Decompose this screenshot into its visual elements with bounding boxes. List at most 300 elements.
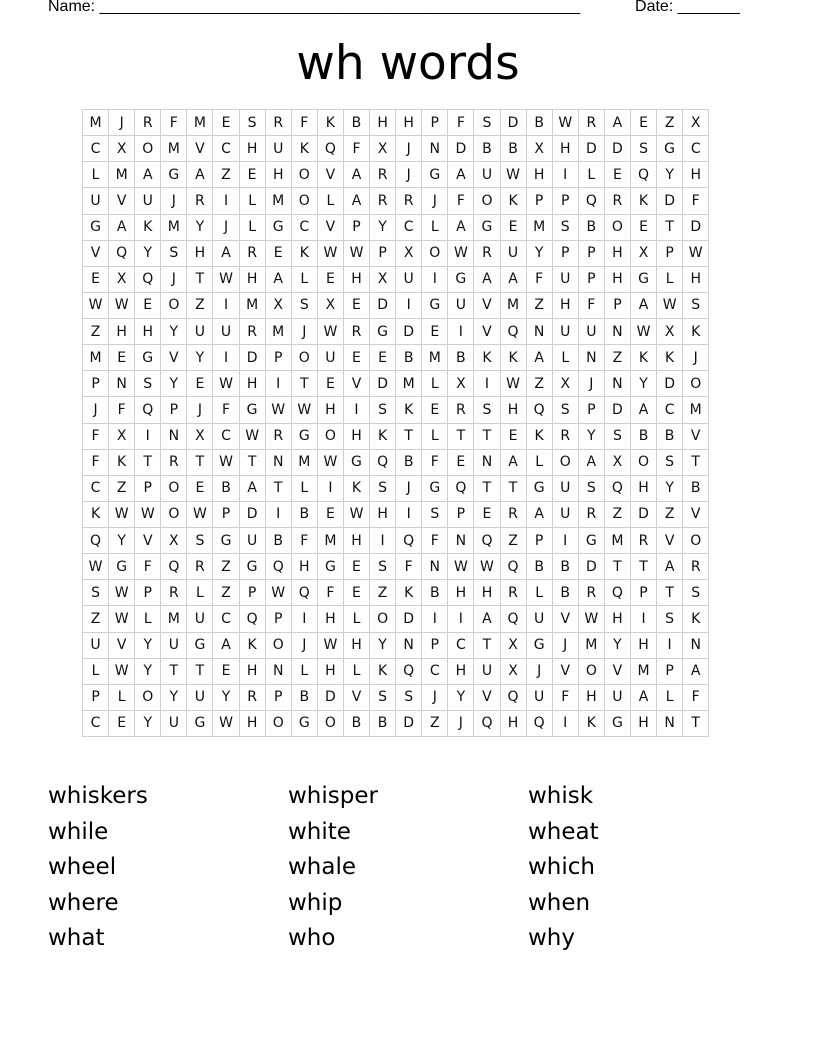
grid-cell[interactable]: R <box>266 110 292 136</box>
grid-cell[interactable]: V <box>109 188 135 214</box>
grid-cell[interactable]: P <box>213 502 239 528</box>
grid-cell[interactable]: K <box>318 110 344 136</box>
grid-cell[interactable]: A <box>605 110 631 136</box>
grid-cell[interactable]: T <box>501 476 527 502</box>
grid-cell[interactable]: H <box>501 397 527 423</box>
grid-cell[interactable]: F <box>83 450 109 476</box>
grid-cell[interactable]: D <box>240 502 266 528</box>
grid-cell[interactable]: V <box>474 319 500 345</box>
grid-cell[interactable]: P <box>422 633 448 659</box>
grid-cell[interactable]: R <box>631 528 657 554</box>
grid-cell[interactable]: X <box>109 424 135 450</box>
grid-cell[interactable]: Z <box>657 110 683 136</box>
grid-cell[interactable]: U <box>527 606 553 632</box>
grid-cell[interactable]: E <box>344 293 370 319</box>
grid-cell[interactable]: P <box>448 502 474 528</box>
grid-cell[interactable]: K <box>579 711 605 737</box>
grid-cell[interactable]: N <box>605 371 631 397</box>
grid-cell[interactable]: L <box>579 162 605 188</box>
grid-cell[interactable]: U <box>187 606 213 632</box>
grid-cell[interactable]: H <box>318 659 344 685</box>
grid-cell[interactable]: L <box>344 659 370 685</box>
grid-cell[interactable]: O <box>161 502 187 528</box>
grid-cell[interactable]: J <box>213 215 239 241</box>
grid-cell[interactable]: G <box>240 554 266 580</box>
grid-cell[interactable]: R <box>266 424 292 450</box>
grid-cell[interactable]: R <box>396 188 422 214</box>
grid-cell[interactable]: X <box>553 371 579 397</box>
grid-cell[interactable]: Z <box>527 293 553 319</box>
grid-cell[interactable]: Q <box>501 606 527 632</box>
grid-cell[interactable]: E <box>501 215 527 241</box>
grid-cell[interactable]: K <box>631 345 657 371</box>
grid-cell[interactable]: U <box>527 685 553 711</box>
grid-cell[interactable]: Q <box>135 267 161 293</box>
grid-cell[interactable]: E <box>187 371 213 397</box>
grid-cell[interactable]: D <box>396 319 422 345</box>
grid-cell[interactable]: L <box>135 606 161 632</box>
grid-cell[interactable]: S <box>657 606 683 632</box>
grid-cell[interactable]: O <box>161 476 187 502</box>
grid-cell[interactable]: L <box>422 371 448 397</box>
grid-cell[interactable]: T <box>474 633 500 659</box>
grid-cell[interactable]: N <box>657 711 683 737</box>
grid-cell[interactable]: B <box>344 711 370 737</box>
grid-cell[interactable]: G <box>474 215 500 241</box>
grid-cell[interactable]: K <box>527 424 553 450</box>
grid-cell[interactable]: R <box>240 241 266 267</box>
grid-cell[interactable]: Y <box>135 241 161 267</box>
grid-cell[interactable]: P <box>631 580 657 606</box>
grid-cell[interactable]: L <box>109 685 135 711</box>
grid-cell[interactable]: M <box>683 397 709 423</box>
grid-cell[interactable]: B <box>501 136 527 162</box>
grid-cell[interactable]: R <box>605 188 631 214</box>
grid-cell[interactable]: G <box>187 633 213 659</box>
grid-cell[interactable]: B <box>266 528 292 554</box>
grid-cell[interactable]: H <box>683 162 709 188</box>
grid-cell[interactable]: F <box>683 685 709 711</box>
grid-cell[interactable]: Q <box>396 659 422 685</box>
grid-cell[interactable]: T <box>657 580 683 606</box>
grid-cell[interactable]: L <box>240 215 266 241</box>
grid-cell[interactable]: U <box>553 502 579 528</box>
grid-cell[interactable]: M <box>83 345 109 371</box>
grid-cell[interactable]: I <box>448 319 474 345</box>
grid-cell[interactable]: S <box>683 580 709 606</box>
grid-cell[interactable]: X <box>501 633 527 659</box>
grid-cell[interactable]: T <box>187 450 213 476</box>
grid-cell[interactable]: E <box>344 580 370 606</box>
grid-cell[interactable]: Q <box>292 580 318 606</box>
grid-cell[interactable]: U <box>474 659 500 685</box>
grid-cell[interactable]: D <box>240 345 266 371</box>
grid-cell[interactable]: M <box>396 371 422 397</box>
grid-cell[interactable]: E <box>318 502 344 528</box>
grid-cell[interactable]: N <box>422 136 448 162</box>
grid-cell[interactable]: U <box>396 267 422 293</box>
grid-cell[interactable]: G <box>161 162 187 188</box>
grid-cell[interactable]: Y <box>109 528 135 554</box>
grid-cell[interactable]: U <box>83 188 109 214</box>
grid-cell[interactable]: K <box>292 241 318 267</box>
grid-cell[interactable]: G <box>605 711 631 737</box>
grid-cell[interactable]: T <box>292 371 318 397</box>
grid-cell[interactable]: H <box>474 580 500 606</box>
grid-cell[interactable]: S <box>370 476 396 502</box>
grid-cell[interactable]: V <box>135 528 161 554</box>
grid-cell[interactable]: W <box>213 267 239 293</box>
grid-cell[interactable]: Y <box>657 162 683 188</box>
grid-cell[interactable]: H <box>240 136 266 162</box>
grid-cell[interactable]: E <box>109 345 135 371</box>
grid-cell[interactable]: D <box>370 371 396 397</box>
grid-cell[interactable]: H <box>579 685 605 711</box>
grid-cell[interactable]: I <box>448 606 474 632</box>
grid-cell[interactable]: E <box>187 476 213 502</box>
grid-cell[interactable]: B <box>292 685 318 711</box>
grid-cell[interactable]: H <box>187 241 213 267</box>
grid-cell[interactable]: K <box>631 188 657 214</box>
grid-cell[interactable]: J <box>448 711 474 737</box>
grid-cell[interactable]: M <box>631 659 657 685</box>
grid-cell[interactable]: J <box>553 633 579 659</box>
grid-cell[interactable]: E <box>631 110 657 136</box>
grid-cell[interactable]: O <box>631 450 657 476</box>
grid-cell[interactable]: J <box>422 188 448 214</box>
grid-cell[interactable]: U <box>83 633 109 659</box>
grid-cell[interactable]: H <box>240 267 266 293</box>
grid-cell[interactable]: U <box>161 711 187 737</box>
grid-cell[interactable]: R <box>474 241 500 267</box>
grid-cell[interactable]: R <box>161 580 187 606</box>
grid-cell[interactable]: A <box>657 554 683 580</box>
grid-cell[interactable]: O <box>292 162 318 188</box>
grid-cell[interactable]: D <box>396 711 422 737</box>
grid-cell[interactable]: O <box>318 711 344 737</box>
grid-cell[interactable]: R <box>553 424 579 450</box>
grid-cell[interactable]: C <box>396 215 422 241</box>
grid-cell[interactable]: T <box>266 476 292 502</box>
grid-cell[interactable]: S <box>240 110 266 136</box>
grid-cell[interactable]: A <box>527 345 553 371</box>
grid-cell[interactable]: G <box>109 554 135 580</box>
grid-cell[interactable]: L <box>292 476 318 502</box>
grid-cell[interactable]: U <box>266 136 292 162</box>
grid-cell[interactable]: L <box>344 606 370 632</box>
grid-cell[interactable]: H <box>344 633 370 659</box>
grid-cell[interactable]: O <box>266 711 292 737</box>
grid-cell[interactable]: M <box>422 345 448 371</box>
grid-cell[interactable]: C <box>83 711 109 737</box>
grid-cell[interactable]: E <box>318 267 344 293</box>
grid-cell[interactable]: Q <box>501 685 527 711</box>
grid-cell[interactable]: W <box>501 162 527 188</box>
grid-cell[interactable]: T <box>683 711 709 737</box>
grid-cell[interactable]: A <box>474 267 500 293</box>
grid-cell[interactable]: U <box>474 162 500 188</box>
grid-cell[interactable]: F <box>579 293 605 319</box>
grid-cell[interactable]: D <box>370 293 396 319</box>
grid-cell[interactable]: O <box>579 659 605 685</box>
grid-cell[interactable]: X <box>605 450 631 476</box>
grid-cell[interactable]: K <box>344 476 370 502</box>
grid-cell[interactable]: S <box>631 136 657 162</box>
grid-cell[interactable]: P <box>553 241 579 267</box>
grid-cell[interactable]: S <box>187 528 213 554</box>
grid-cell[interactable]: H <box>344 267 370 293</box>
grid-cell[interactable]: W <box>318 241 344 267</box>
grid-cell[interactable]: H <box>292 554 318 580</box>
grid-cell[interactable]: Q <box>605 580 631 606</box>
grid-cell[interactable]: K <box>683 319 709 345</box>
grid-cell[interactable]: D <box>657 188 683 214</box>
grid-cell[interactable]: M <box>579 633 605 659</box>
grid-cell[interactable]: H <box>605 241 631 267</box>
grid-cell[interactable]: H <box>240 711 266 737</box>
grid-cell[interactable]: W <box>135 502 161 528</box>
grid-cell[interactable]: B <box>683 476 709 502</box>
grid-cell[interactable]: J <box>161 267 187 293</box>
grid-cell[interactable]: Z <box>83 606 109 632</box>
grid-cell[interactable]: M <box>292 450 318 476</box>
grid-cell[interactable]: H <box>553 136 579 162</box>
grid-cell[interactable]: X <box>370 136 396 162</box>
grid-cell[interactable]: W <box>266 580 292 606</box>
grid-cell[interactable]: R <box>135 110 161 136</box>
grid-cell[interactable]: Z <box>213 162 239 188</box>
grid-cell[interactable]: B <box>396 345 422 371</box>
grid-cell[interactable]: Y <box>135 711 161 737</box>
grid-cell[interactable]: X <box>396 241 422 267</box>
grid-cell[interactable]: I <box>553 162 579 188</box>
grid-cell[interactable]: H <box>605 606 631 632</box>
grid-cell[interactable]: A <box>631 397 657 423</box>
grid-cell[interactable]: M <box>109 162 135 188</box>
grid-cell[interactable]: S <box>422 502 448 528</box>
grid-cell[interactable]: L <box>292 267 318 293</box>
grid-cell[interactable]: P <box>161 397 187 423</box>
grid-cell[interactable]: E <box>631 215 657 241</box>
grid-cell[interactable]: W <box>109 659 135 685</box>
grid-cell[interactable]: W <box>109 502 135 528</box>
grid-cell[interactable]: E <box>213 110 239 136</box>
grid-cell[interactable]: K <box>240 633 266 659</box>
grid-cell[interactable]: V <box>318 215 344 241</box>
grid-cell[interactable]: S <box>396 685 422 711</box>
grid-cell[interactable]: Y <box>605 633 631 659</box>
grid-cell[interactable]: J <box>161 188 187 214</box>
grid-cell[interactable]: H <box>135 319 161 345</box>
grid-cell[interactable]: F <box>396 554 422 580</box>
grid-cell[interactable]: I <box>292 606 318 632</box>
grid-cell[interactable]: O <box>553 450 579 476</box>
grid-cell[interactable]: Z <box>605 502 631 528</box>
grid-cell[interactable]: H <box>370 110 396 136</box>
grid-cell[interactable]: R <box>240 319 266 345</box>
grid-cell[interactable]: T <box>605 554 631 580</box>
grid-cell[interactable]: H <box>683 267 709 293</box>
grid-cell[interactable]: Y <box>527 241 553 267</box>
grid-cell[interactable]: I <box>422 606 448 632</box>
grid-cell[interactable]: C <box>213 424 239 450</box>
grid-cell[interactable]: Z <box>213 580 239 606</box>
grid-cell[interactable]: I <box>631 606 657 632</box>
grid-cell[interactable]: L <box>553 345 579 371</box>
grid-cell[interactable]: I <box>135 424 161 450</box>
grid-cell[interactable]: W <box>474 554 500 580</box>
grid-cell[interactable]: G <box>83 215 109 241</box>
grid-cell[interactable]: U <box>318 345 344 371</box>
grid-cell[interactable]: N <box>161 424 187 450</box>
grid-cell[interactable]: Z <box>187 293 213 319</box>
grid-cell[interactable]: K <box>83 502 109 528</box>
grid-cell[interactable]: H <box>370 502 396 528</box>
grid-cell[interactable]: Y <box>370 633 396 659</box>
grid-cell[interactable]: E <box>213 659 239 685</box>
grid-cell[interactable]: O <box>318 424 344 450</box>
grid-cell[interactable]: G <box>422 162 448 188</box>
grid-cell[interactable]: G <box>631 267 657 293</box>
grid-cell[interactable]: J <box>396 162 422 188</box>
grid-cell[interactable]: L <box>422 215 448 241</box>
grid-cell[interactable]: U <box>213 319 239 345</box>
grid-cell[interactable]: T <box>187 267 213 293</box>
grid-cell[interactable]: A <box>213 633 239 659</box>
grid-cell[interactable]: B <box>553 580 579 606</box>
grid-cell[interactable]: D <box>657 371 683 397</box>
grid-cell[interactable]: R <box>161 450 187 476</box>
grid-cell[interactable]: Z <box>370 580 396 606</box>
grid-cell[interactable]: D <box>579 136 605 162</box>
grid-cell[interactable]: F <box>527 267 553 293</box>
grid-cell[interactable]: E <box>422 319 448 345</box>
grid-cell[interactable]: G <box>135 345 161 371</box>
grid-cell[interactable]: N <box>474 450 500 476</box>
grid-cell[interactable]: B <box>370 711 396 737</box>
grid-cell[interactable]: X <box>109 267 135 293</box>
grid-cell[interactable]: S <box>370 554 396 580</box>
grid-cell[interactable]: M <box>527 215 553 241</box>
grid-cell[interactable]: F <box>213 397 239 423</box>
grid-cell[interactable]: P <box>605 293 631 319</box>
grid-cell[interactable]: C <box>83 136 109 162</box>
grid-cell[interactable]: U <box>605 685 631 711</box>
grid-cell[interactable]: V <box>683 424 709 450</box>
grid-cell[interactable]: J <box>292 319 318 345</box>
grid-cell[interactable]: G <box>240 397 266 423</box>
grid-cell[interactable]: Y <box>161 319 187 345</box>
grid-cell[interactable]: H <box>448 659 474 685</box>
grid-cell[interactable]: L <box>187 580 213 606</box>
grid-cell[interactable]: N <box>266 659 292 685</box>
grid-cell[interactable]: E <box>422 397 448 423</box>
grid-cell[interactable]: L <box>83 659 109 685</box>
grid-cell[interactable]: I <box>553 528 579 554</box>
grid-cell[interactable]: W <box>553 110 579 136</box>
grid-cell[interactable]: B <box>396 450 422 476</box>
grid-cell[interactable]: O <box>370 606 396 632</box>
grid-cell[interactable]: Q <box>266 554 292 580</box>
grid-cell[interactable]: S <box>553 215 579 241</box>
grid-cell[interactable]: N <box>579 345 605 371</box>
grid-cell[interactable]: J <box>187 397 213 423</box>
grid-cell[interactable]: A <box>240 476 266 502</box>
grid-cell[interactable]: V <box>474 685 500 711</box>
grid-cell[interactable]: A <box>344 188 370 214</box>
grid-cell[interactable]: G <box>292 424 318 450</box>
grid-cell[interactable]: T <box>396 424 422 450</box>
grid-cell[interactable]: W <box>448 554 474 580</box>
grid-cell[interactable]: P <box>266 345 292 371</box>
grid-cell[interactable]: R <box>344 319 370 345</box>
grid-cell[interactable]: W <box>292 397 318 423</box>
grid-cell[interactable]: J <box>527 659 553 685</box>
grid-cell[interactable]: M <box>318 528 344 554</box>
grid-cell[interactable]: B <box>527 554 553 580</box>
grid-cell[interactable]: I <box>213 293 239 319</box>
grid-cell[interactable]: P <box>579 267 605 293</box>
grid-cell[interactable]: S <box>683 293 709 319</box>
grid-cell[interactable]: U <box>501 241 527 267</box>
grid-cell[interactable]: S <box>292 293 318 319</box>
grid-cell[interactable]: J <box>579 371 605 397</box>
grid-cell[interactable]: X <box>187 424 213 450</box>
grid-cell[interactable]: K <box>370 424 396 450</box>
grid-cell[interactable]: M <box>83 110 109 136</box>
grid-cell[interactable]: M <box>187 110 213 136</box>
grid-cell[interactable]: Y <box>213 685 239 711</box>
grid-cell[interactable]: J <box>396 136 422 162</box>
grid-cell[interactable]: C <box>213 606 239 632</box>
grid-cell[interactable]: W <box>318 450 344 476</box>
grid-cell[interactable]: K <box>292 136 318 162</box>
grid-cell[interactable]: V <box>83 241 109 267</box>
grid-cell[interactable]: N <box>422 554 448 580</box>
grid-cell[interactable]: V <box>187 136 213 162</box>
grid-cell[interactable]: O <box>683 371 709 397</box>
grid-cell[interactable]: A <box>527 502 553 528</box>
grid-cell[interactable]: J <box>422 685 448 711</box>
grid-cell[interactable]: E <box>448 450 474 476</box>
grid-cell[interactable]: Y <box>448 685 474 711</box>
grid-cell[interactable]: J <box>292 633 318 659</box>
grid-cell[interactable]: V <box>553 659 579 685</box>
grid-cell[interactable]: G <box>527 633 553 659</box>
grid-cell[interactable]: W <box>344 502 370 528</box>
grid-cell[interactable]: S <box>605 424 631 450</box>
grid-cell[interactable]: A <box>135 162 161 188</box>
grid-cell[interactable]: G <box>266 215 292 241</box>
grid-cell[interactable]: W <box>318 633 344 659</box>
grid-cell[interactable]: M <box>266 188 292 214</box>
grid-cell[interactable]: F <box>448 188 474 214</box>
grid-cell[interactable]: C <box>683 136 709 162</box>
grid-cell[interactable]: F <box>83 424 109 450</box>
grid-cell[interactable]: X <box>161 528 187 554</box>
grid-cell[interactable]: H <box>631 711 657 737</box>
grid-cell[interactable]: I <box>396 502 422 528</box>
grid-cell[interactable]: U <box>579 319 605 345</box>
grid-cell[interactable]: R <box>579 110 605 136</box>
grid-cell[interactable]: E <box>474 502 500 528</box>
grid-cell[interactable]: S <box>161 241 187 267</box>
grid-cell[interactable]: K <box>396 397 422 423</box>
grid-cell[interactable]: M <box>605 528 631 554</box>
grid-cell[interactable]: L <box>527 580 553 606</box>
grid-cell[interactable]: H <box>318 606 344 632</box>
grid-cell[interactable]: C <box>657 397 683 423</box>
